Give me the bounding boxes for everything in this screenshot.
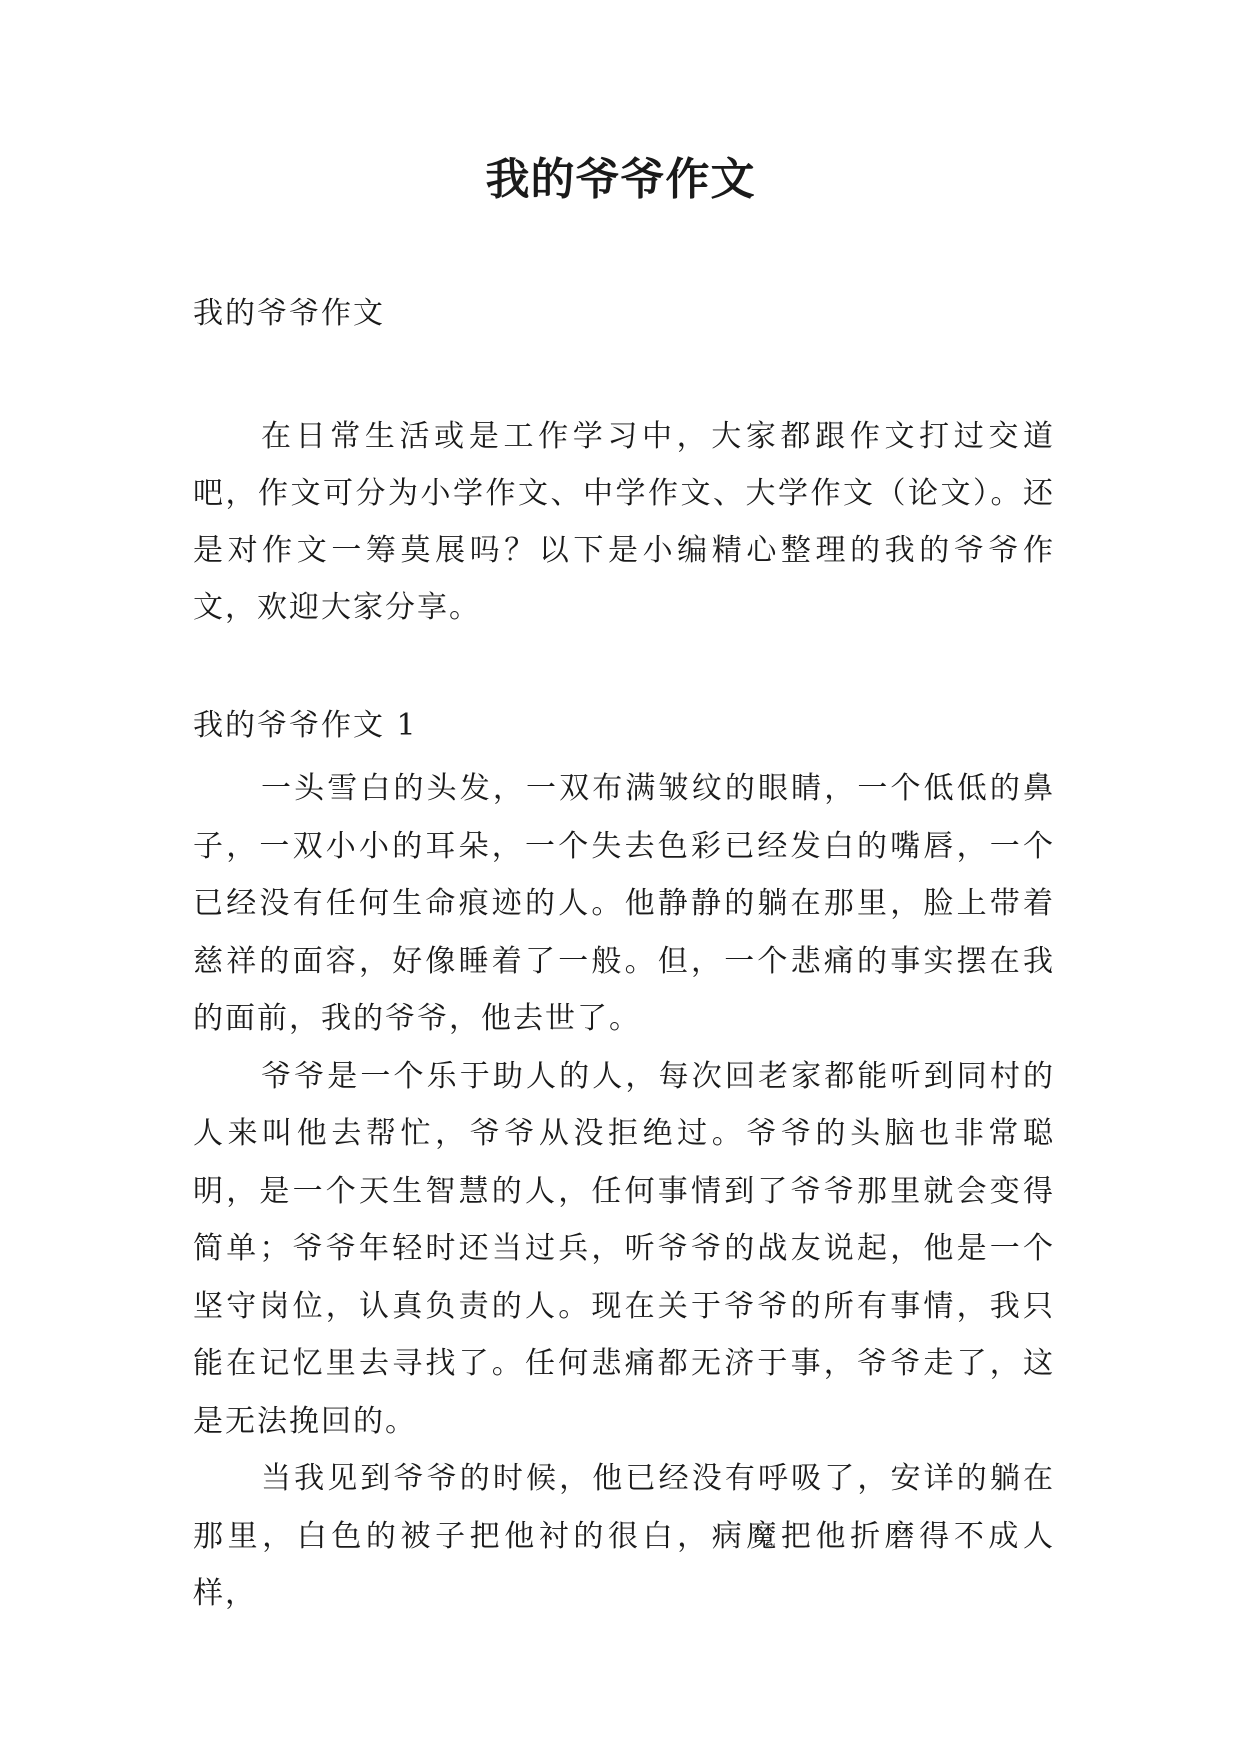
intro-paragraph: 在日常生活或是工作学习中，大家都跟作文打过交道吧，作文可分为小学作文、中学作文、大学作文（论文）。还是对作文一筹莫展吗？以下是小编精心整理的我的爷爷作文，欢迎大家分享。 xyxy=(193,419,1055,625)
document-subtitle: 我的爷爷作文 xyxy=(193,296,385,331)
document-title: 我的爷爷作文 xyxy=(485,154,756,205)
body-paragraph: 当我见到爷爷的时候，他已经没有呼吸了，安详的躺在那里，白色的被子把他衬的很白，病魔把他折磨得不成人样， xyxy=(193,1461,1055,1611)
body-paragraph: 一头雪白的头发，一双布满皱纹的眼睛，一个低低的鼻子，一双小小的耳朵，一个失去色彩已经发白的嘴唇，一个已经没有任何生命痕迹的人。他静静的躺在那里，脸上带着慈祥的面容，好像睡着了一般。但，一个悲痛的事实摆在我的面前，我的爷爷，他去世了。 xyxy=(193,771,1055,1036)
essay-body xyxy=(193,760,1055,1623)
body-paragraph: 爷爷是一个乐于助人的人，每次回老家都能听到同村的人来叫他去帮忙，爷爷从没拒绝过。爷爷的头脑也非常聪明，是一个天生智慧的人，任何事情到了爷爷那里就会变得简单；爷爷年轻时还当过兵，听爷爷的战友说起，他是一个坚守岗位，认真负责的人。现在关于爷爷的所有事情，我只能在记忆里去寻找了。任何悲痛都无济于事，爷爷走了，这是无法挽回的。 xyxy=(193,1058,1055,1439)
section-heading: 我的爷爷作文 1 xyxy=(193,708,418,743)
